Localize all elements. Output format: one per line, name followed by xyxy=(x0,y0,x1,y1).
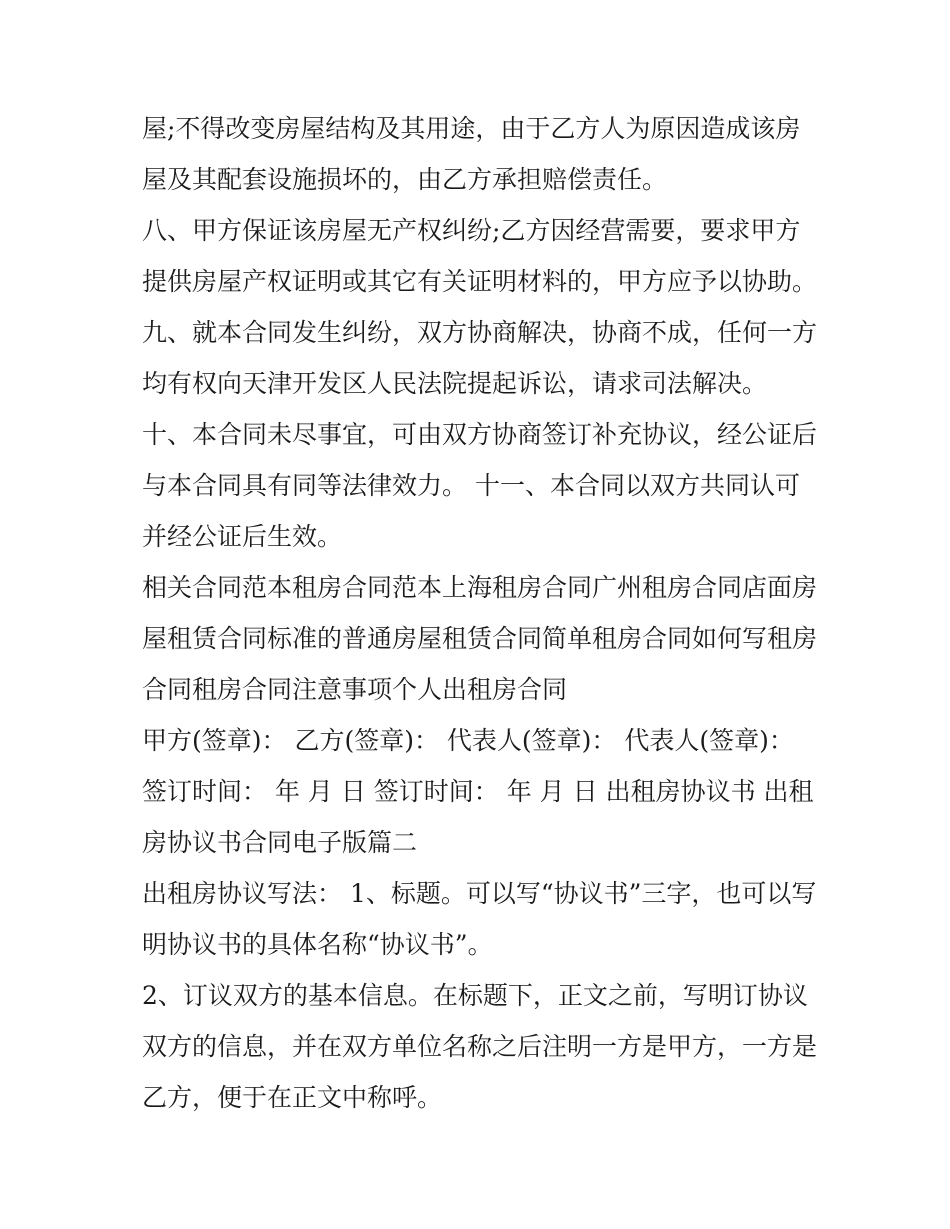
text-line: 均有权向天津开发区人民法院提起诉讼，请求司法解决。 xyxy=(142,369,768,398)
text-line: 明协议书的具体名称“协议书”。 xyxy=(142,930,493,959)
text-line: 屋;不得改变房屋结构及其用途，由于乙方人为原因造成该房 xyxy=(142,114,801,143)
text-line: 2、订议双方的基本信息。在标题下，正文之前，写明订协议 xyxy=(142,981,808,1010)
text-line: 提供房屋产权证明或其它有关证明材料的，甲方应予以协助。 xyxy=(142,267,818,296)
text-line: 屋及其配套设施损坏的，由乙方承担赔偿责任。 xyxy=(142,165,668,194)
text-line: 甲方(签章)： 乙方(签章)： 代表人(签章)： 代表人(签章)： xyxy=(142,726,794,755)
text-line: 出租房协议写法： 1、标题。可以写“协议书”三字，也可以写 xyxy=(142,879,817,908)
text-line: 合同租房合同注意事项个人出租房合同 xyxy=(142,675,568,704)
text-line: 签订时间： 年 月 日 签订时间： 年 月 日 出租房协议书 出租 xyxy=(142,777,814,806)
text-line: 房协议书合同电子版篇二 xyxy=(142,828,418,857)
text-line: 相关合同范本租房合同范本上海租房合同广州租房合同店面房 xyxy=(142,573,818,602)
document-body xyxy=(142,103,822,1123)
text-line: 屋租赁合同标准的普通房屋租赁合同简单租房合同如何写租房 xyxy=(142,624,818,653)
text-line: 乙方，便于在正文中称呼。 xyxy=(142,1083,443,1112)
text-line: 九、就本合同发生纠纷，双方协商解决，协商不成，任何一方 xyxy=(142,318,818,347)
text-line: 十、本合同未尽事宜，可由双方协商签订补充协议，经公证后 xyxy=(142,420,818,449)
text-line: 与本合同具有同等法律效力。 十一、本合同以双方共同认可 xyxy=(142,471,800,500)
text-line: 八、甲方保证该房屋无产权纠纷;乙方因经营需要，要求甲方 xyxy=(142,216,801,245)
text-line: 双方的信息，并在双方单位名称之后注明一方是甲方，一方是 xyxy=(142,1032,818,1061)
text-line: 并经公证后生效。 xyxy=(142,522,343,551)
